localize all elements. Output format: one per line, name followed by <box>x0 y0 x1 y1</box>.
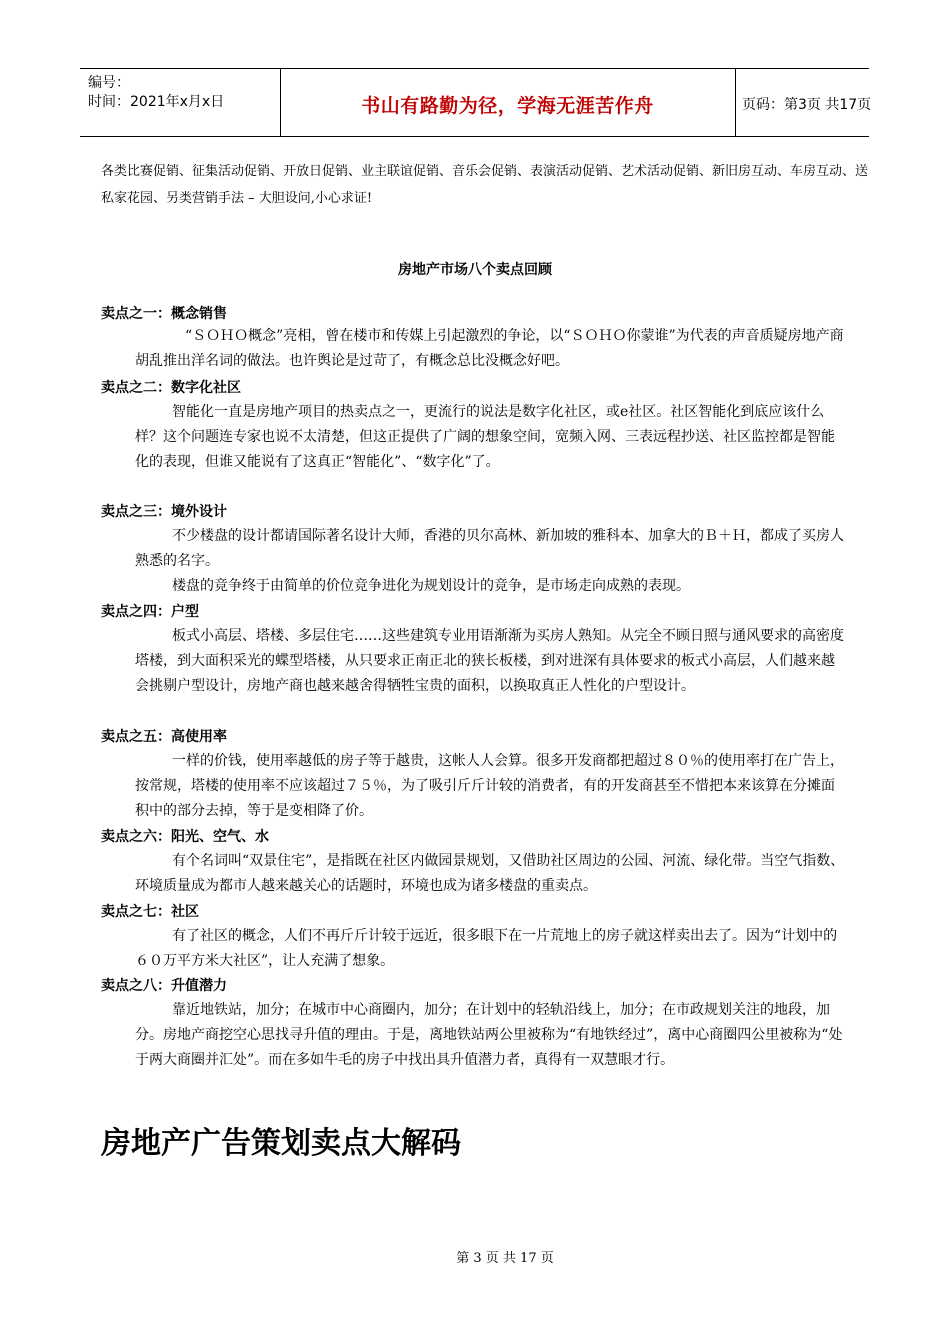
time-label: 时间：2021年x月x日 <box>88 94 225 110</box>
point-paragraph: 有了社区的概念，人们不再斤斤计较于远近，很多眼下在一片荒地上的房子就这样卖出去了。因为“计划中的６０万平方米大社区”，让人充满了想象。 <box>135 928 838 969</box>
number-label: 编号： <box>88 75 130 91</box>
point-heading: 卖点之六：阳光、空气、水 <box>101 829 269 845</box>
point-paragraph: 一样的价钱，使用率越低的房子等于越贵，这帐人人会算。很多开发商都把超过８０％的使用率打在广告上，按常规，塔楼的使用率不应该超过７５％，为了吸引斤斤计较的消费者，有的开发商甚至不惜把本来该算在分摊面积中的部分去掉，等于是变相降了价。 <box>135 753 844 819</box>
point-paragraph: “ＳＯＨＯ概念”亮相，曾在楼市和传媒上引起激烈的争论，以“ＳＯＨＯ你蒙谁”为代表的声音质疑房地产商胡乱推出洋名词的做法。也许舆论是过苛了，有概念总比没概念好吧。 <box>135 328 844 369</box>
header-motto: 书山有路勤为径，学海无涯苦作舟 <box>361 95 654 117</box>
point-paragraph: 有个名词叫“双景住宅”，是指既在社区内做园景规划，又借助社区周边的公园、河流、绿化带。当空气指数、环境质量成为都市人越来越关心的话题时，环境也成为诸多楼盘的重卖点。 <box>135 853 845 894</box>
point-heading: 卖点之五：高使用率 <box>101 729 227 745</box>
point-heading: 卖点之七：社区 <box>101 904 199 920</box>
intro-paragraph: 各类比赛促销、征集活动促销、开放日促销、业主联谊促销、音乐会促销、表演活动促销、艺术活动促销、新旧房互动、车房互动、送私家花园、另类营销手法 – 大胆设问,小心求证! <box>101 164 869 206</box>
point-paragraph: 楼盘的竞争终于由简单的价位竞争进化为规划设计的竞争，是市场走向成熟的表现。 <box>172 578 690 594</box>
point-heading: 卖点之四：户型 <box>101 604 199 620</box>
point-paragraph: 智能化一直是房地产项目的热卖点之一，更流行的说法是数字化社区，或e社区。社区智能化到底应该什么样？这个问题连专家也说不太清楚，但这正提供了广阔的想象空间，宽频入网、三表远程抄送、社区监控都是智能化的表现，但谁又能说有了这真正“智能化”、“数字化”了。 <box>135 404 835 470</box>
point-heading: 卖点之一：概念销售 <box>101 306 227 322</box>
point-heading: 卖点之三：境外设计 <box>101 504 227 520</box>
header-left-cell <box>80 69 281 136</box>
page-header <box>80 68 872 137</box>
point-paragraph: 板式小高层、塔楼、多层住宅……这些建筑专业用语渐渐为买房人熟知。从完全不顾日照与通风要求的高密度塔楼，到大面积采光的蝶型塔楼，从只要求正南正北的狭长板楼，到对进深有具体要求的板式小高层，人们越来越会挑剔户型设计，房地产商也越来越舍得牺牲宝贵的面积，以换取真正人性化的户型设计。 <box>135 628 844 694</box>
point-paragraph: 靠近地铁站，加分；在城市中心商圈内，加分；在计划中的轻轨沿线上，加分；在市政规划关注的地段，加分。房地产商挖空心思找寻升值的理由。于是，离地铁站两公里被称为“有地铁经过”，离中心商圈四公里被称为“处于两大商圈并汇处”。而在多如牛毛的房子中找出具升值潜力者，真得有一双慧眼才行。 <box>135 1002 843 1068</box>
section-title: 房地产市场八个卖点回顾 <box>398 262 552 278</box>
point-paragraph: 不少楼盘的设计都请国际著名设计大师，香港的贝尔高林、新加坡的雅科本、加拿大的Ｂ＋Ｈ，都成了买房人熟悉的名字。 <box>135 528 844 569</box>
big-title: 房地产广告策划卖点大解码 <box>101 1126 461 1161</box>
header-motto-cell <box>280 69 736 136</box>
header-page-info: 页码：第3页 共17页 <box>742 97 872 113</box>
header-right-cell <box>735 69 872 136</box>
point-heading: 卖点之八：升值潜力 <box>101 978 227 994</box>
page-footer: 第 3 页 共 17 页 <box>456 1251 554 1266</box>
point-heading: 卖点之二：数字化社区 <box>101 380 241 396</box>
